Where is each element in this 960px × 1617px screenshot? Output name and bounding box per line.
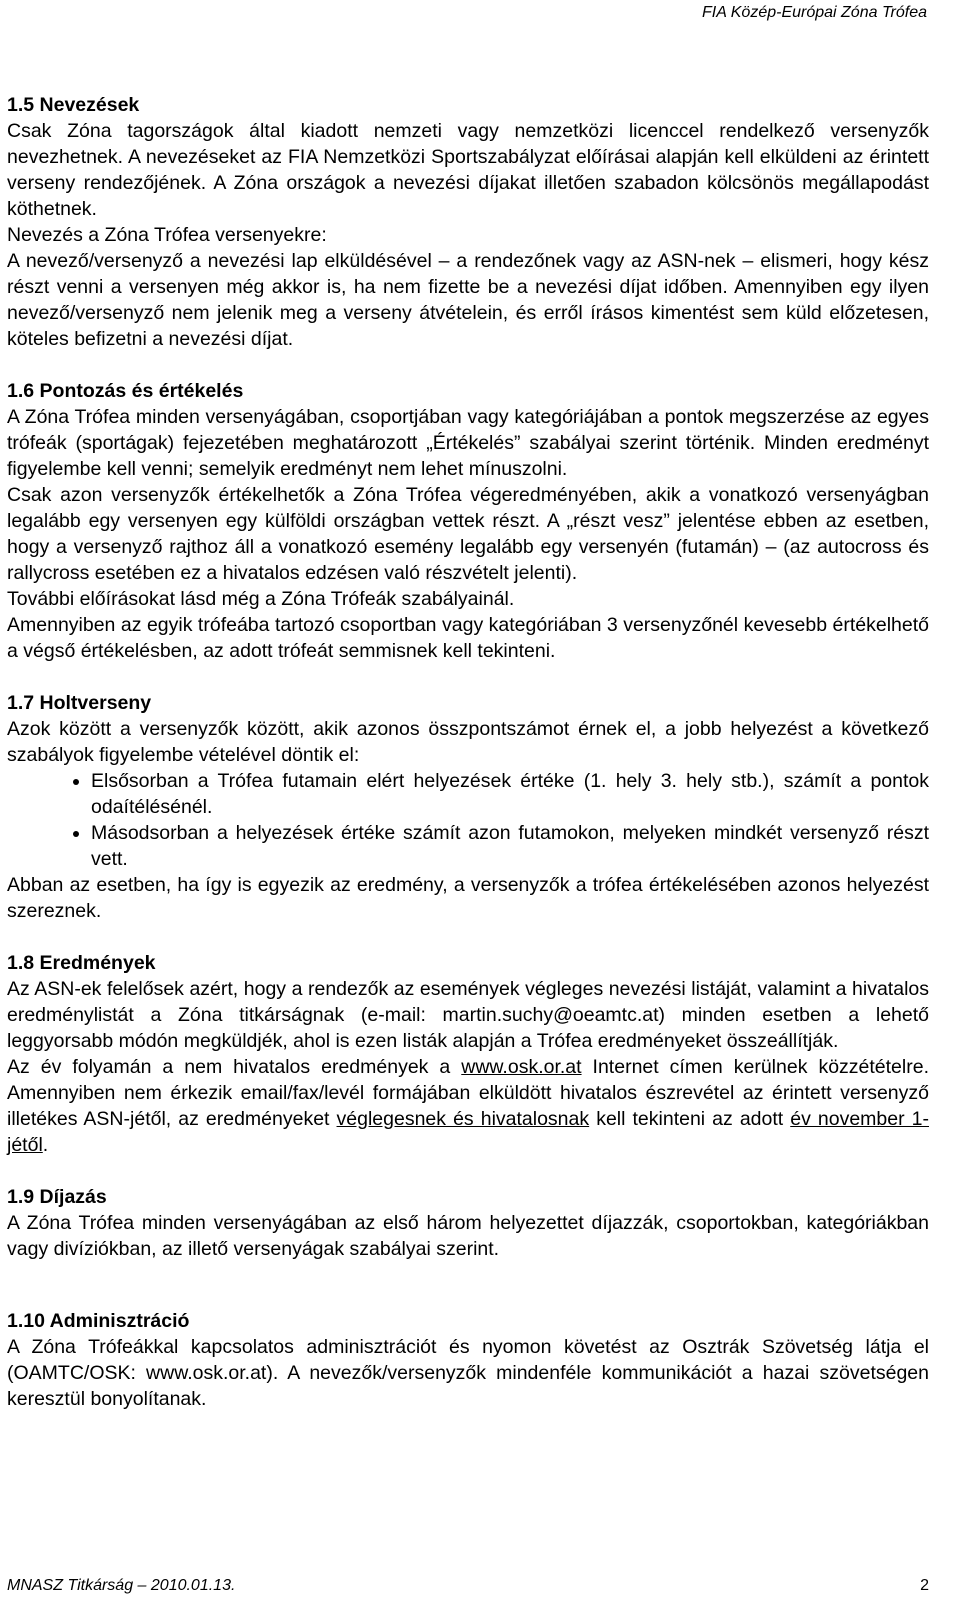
paragraph: Csak Zóna tagországok által kiadott nemzeti vagy nemzetközi licenccel rendelkező versenyzők nevezhetnek. A nevezéseket az FIA Nemzetközi Sportszabályzat előírásai alapján kell elküldeni az érintett verseny rendezőjének. A Zóna országok a nevezési díjakat illetően szabadon kölcsönös megállapodást köthetnek. [7, 120, 929, 220]
footer-left-text: MNASZ Titkárság – 2010.01.13. [7, 1577, 236, 1594]
url-link[interactable]: www.osk.or.at [461, 1056, 582, 1078]
page-number: 2 [920, 1577, 929, 1594]
section-heading-1-9: 1.9 Díjazás [7, 1186, 107, 1208]
paragraph: Azok között a versenyzők között, akik azonos összpontszámot érnek el, a jobb helyezést a következő szabályok figyelembe vételével döntik el: [7, 718, 929, 766]
text-run: Az év folyamán a nem hivatalos eredmények a [7, 1056, 462, 1078]
text-run: kell tekinteni az adott [589, 1108, 791, 1130]
document-body [7, 92, 929, 1412]
paragraph: Amennyiben az egyik trófeába tartozó csoportban vagy kategóriában 3 versenyzőnél kevesebb értékelhető a végső értékelésben, az adott trófeát semmisnek kell tekinteni. [7, 614, 929, 662]
paragraph [7, 1054, 929, 1158]
section-heading-1-8: 1.8 Eredmények [7, 952, 156, 974]
paragraph: Abban az esetben, ha így is egyezik az eredmény, a versenyzők a trófea értékelésében azonos helyezést szereznek. [7, 874, 929, 922]
list-item: • Elsősorban a Trófea futamain elért helyezések értéke (1. hely 3. hely stb.), számít a pontok odaítélésénél. [91, 768, 929, 820]
list-item: • Másodsorban a helyezések értéke számít azon futamokon, melyeken mindkét versenyző részt vett. [91, 820, 929, 872]
underlined-text: év november 1-jétől [7, 1108, 929, 1156]
section-heading-1-6: 1.6 Pontozás és értékelés [7, 380, 244, 402]
paragraph: A Zóna Trófeákkal kapcsolatos adminisztrációt és nyomon követést az Osztrák Szövetség látja el (OAMTC/OSK: www.osk.or.at). A nevezők/versenyzők mindenféle kommunikációt a hazai szövetségen keresztül bonyolítanak. [7, 1336, 929, 1410]
paragraph: Nevezés a Zóna Trófea versenyekre: [7, 224, 327, 246]
paragraph: A Zóna Trófea minden versenyágában az első három helyezettet díjazzák, csoportokban, kategóriákban vagy divíziókban, az illető versenyágak szabályai szerint. [7, 1212, 929, 1260]
section-heading-1-7: 1.7 Holtverseny [7, 692, 152, 714]
page-footer [7, 1577, 929, 1595]
paragraph: A Zóna Trófea minden versenyágában, csoportjában vagy kategóriájában a pontok megszerzése az egyes trófeák (sportágak) fejezetében meghatározott „Értékelés” szabályai szerint történik. Minden eredményt figyelembe kell venni; semelyik eredményt nem lehet mínuszolni. [7, 406, 929, 480]
paragraph: Az ASN-ek felelősek azért, hogy a rendezők az események végleges nevezési listáját, valamint a hivatalos eredménylistát a Zóna titkárságnak (e-mail: martin.suchy@oeamtc.at) minden esetben a lehető leggyorsabb módón megküldjék, ahol is ezen listák alapján a Trófea eredményeket összeállítják. [7, 978, 929, 1052]
underlined-text: véglegesnek és hivatalosnak [336, 1108, 590, 1130]
paragraph: További előírásokat lásd még a Zóna Trófeák szabályainál. [7, 588, 515, 610]
section-heading-1-5: 1.5 Nevezések [7, 94, 140, 116]
running-header: FIA Közép-Európai Zóna Trófea [702, 4, 927, 21]
text-run: Internet címen kerülnek közzétételre. Amennyiben nem érkezik email/fax/levél formájában elküldött hivatalos észrevétel az érintett versenyző illetékes ASN-jétől, az eredményeket [7, 1056, 929, 1130]
text-run: . [42, 1134, 49, 1156]
paragraph: A nevező/versenyző a nevezési lap elküldésével – a rendezőnek vagy az ASN-nek – elismeri, hogy kész részt venni a versenyen még akkor is, ha nem fizette be a nevezési díjat időben. Amennyiben egy ilyen nevező/versenyző nem jelenik meg a verseny átvételein, és erről írásos kimentést sem küld előzetesen, köteles befizetni a nevezési díjat. [7, 250, 929, 350]
section-heading-1-10: 1.10 Adminisztráció [7, 1310, 190, 1332]
bullet-list [7, 768, 929, 872]
paragraph: Csak azon versenyzők értékelhetők a Zóna Trófea végeredményében, akik a vonatkozó versenyágban legalább egy versenyen egy külföldi országban vettek részt. A „részt vesz” jelentése ebben az esetben, hogy a versenyző rajthoz áll a vonatkozó esemény legalább egy versenyén (futamán) – (az autocross és rallycross esetében ez a hivatalos edzésen való részvételt jelenti). [7, 484, 929, 584]
